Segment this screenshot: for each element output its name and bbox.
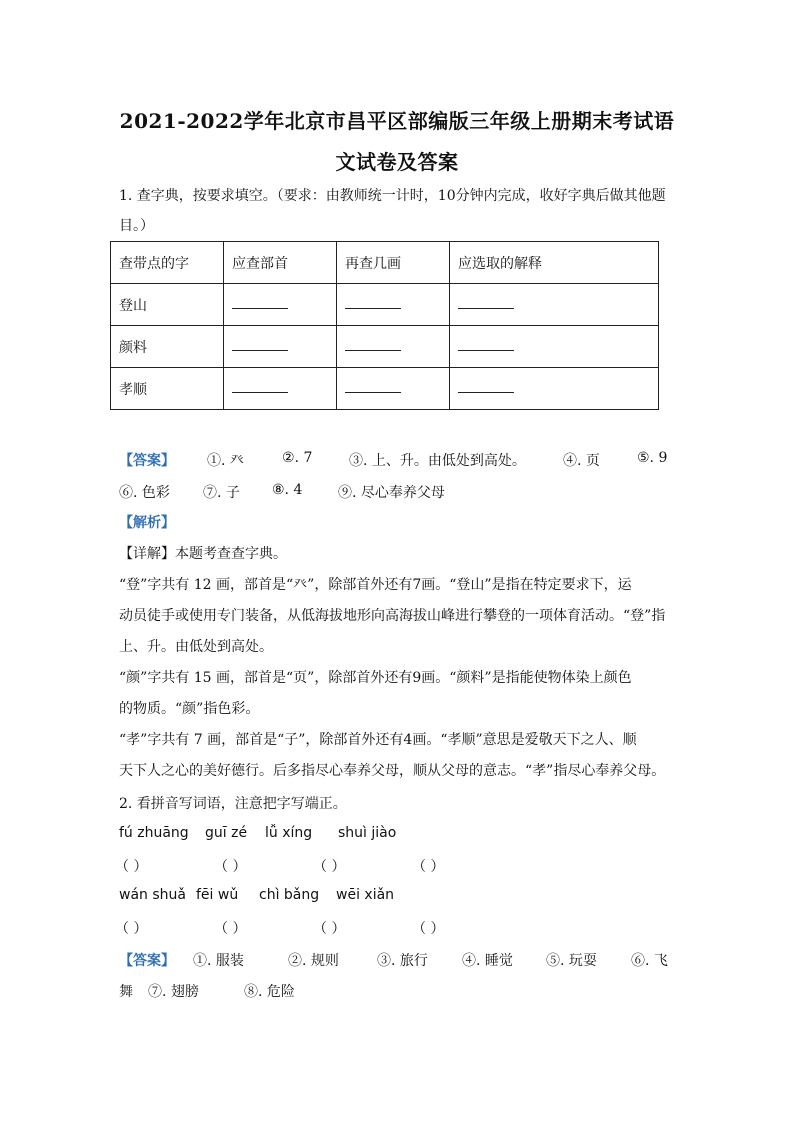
table-header-cell: 应查部首 (224, 242, 337, 284)
analysis-detail: 【详解】本题考查查字典。 (119, 546, 287, 562)
pinyin: lǚ xíng (265, 825, 313, 841)
analysis-paragraph: 天下人之心的美好德行。后多指尽心奉养父母，顺从父母的意志。“孝”指尽心奉养父母。 (119, 763, 666, 779)
answer-blank (345, 338, 401, 351)
dictionary-table (110, 241, 659, 410)
blank-cell (450, 326, 659, 368)
answer-parentheses: （ ） (115, 859, 148, 875)
page-title: 2021-2022学年北京市昌平区部编版三年级上册期末考试语 (119, 109, 675, 133)
answer-parentheses: （ ） (313, 859, 346, 875)
answer-item: ⑧. 4 (272, 482, 303, 498)
answer-blank (345, 380, 401, 393)
question-1-text: 1. 查字典，按要求填空。（要求：由教师统一计时，10分钟内完成，收好字典后做其他题 (119, 188, 666, 204)
blank-cell (224, 326, 337, 368)
analysis-paragraph: “登”字共有 12 画，部首是“癶”，除部首外还有7画。“登山”是指在特定要求下，运 (119, 577, 632, 593)
answer-item: ⑨. 尽心奉养父母 (338, 485, 445, 501)
table-header-cell: 再查几画 (337, 242, 450, 284)
answer-blank (458, 296, 514, 309)
pinyin: wēi xiǎn (336, 887, 395, 903)
answer-tag: 【答案】 (119, 953, 175, 969)
answer-blank (458, 338, 514, 351)
answer-item: ①. 服装 (193, 953, 244, 969)
answer-parentheses: （ ） (412, 921, 445, 937)
answer-item: ②. 规则 (288, 953, 339, 969)
answer-item: 舞 (119, 984, 133, 1000)
page-title-continued: 文试卷及答案 (335, 150, 459, 174)
answer-parentheses: （ ） (412, 859, 445, 875)
answer-parentheses: （ ） (313, 921, 346, 937)
table-cell-word: 登山 (111, 284, 224, 326)
answer-blank (345, 296, 401, 309)
analysis-tag: 【解析】 (119, 515, 175, 531)
table-header-cell: 查带点的字 (111, 242, 224, 284)
answer-tag: 【答案】 (119, 453, 175, 469)
table-cell-word: 颜料 (111, 326, 224, 368)
pinyin: wán shuǎ (119, 887, 186, 903)
pinyin: fú zhuāng (119, 825, 189, 841)
table-row (111, 284, 659, 326)
analysis-paragraph: “颜”字共有 15 画，部首是“页”，除部首外还有9画。“颜料”是指能使物体染上颜色 (119, 670, 632, 686)
blank-cell (337, 326, 450, 368)
answer-blank (232, 338, 288, 351)
blank-cell (450, 368, 659, 410)
analysis-paragraph: “孝”字共有 7 画，部首是“子”，除部首外还有4画。“孝顺”意思是爱敬天下之人、顺 (119, 732, 637, 748)
answer-item: ④. 睡觉 (462, 953, 513, 969)
table-row (111, 326, 659, 368)
answer-item: ③. 上、升。由低处到高处。 (349, 453, 526, 469)
answer-item: ③. 旅行 (377, 953, 428, 969)
answer-item: ⑧. 危险 (244, 984, 295, 1000)
pinyin: fēi wǔ (196, 887, 239, 903)
answer-blank (458, 380, 514, 393)
table-cell-word: 孝顺 (111, 368, 224, 410)
answer-parentheses: （ ） (214, 859, 247, 875)
question-2-text: 2. 看拼音写词语，注意把字写端正。 (119, 796, 347, 812)
analysis-paragraph: 上、升。由低处到高处。 (119, 639, 273, 655)
blank-cell (337, 284, 450, 326)
answer-item: ①. 癶 (207, 453, 244, 469)
answer-blank (232, 296, 288, 309)
answer-item: ⑦. 翅膀 (148, 984, 199, 1000)
answer-item: ④. 页 (563, 453, 600, 469)
blank-cell (337, 368, 450, 410)
answer-item: ⑤. 玩耍 (546, 953, 597, 969)
blank-cell (450, 284, 659, 326)
answer-blank (232, 380, 288, 393)
analysis-paragraph: 的物质。“颜”指色彩。 (119, 701, 260, 717)
table-header-row (111, 242, 659, 284)
answer-parentheses: （ ） (115, 921, 148, 937)
question-1-text-continued: 目。） (119, 218, 154, 234)
pinyin: shuì jiào (338, 825, 397, 841)
answer-item: ②. 7 (282, 450, 313, 466)
answer-parentheses: （ ） (214, 921, 247, 937)
answer-item: ⑤. 9 (637, 450, 668, 466)
pinyin: chì bǎng (259, 887, 320, 903)
answer-item: ⑦. 子 (203, 485, 240, 501)
analysis-paragraph: 动员徒手或使用专门装备，从低海拔地形向高海拔山峰进行攀登的一项体育活动。“登”指 (119, 608, 666, 624)
table-header-cell: 应选取的解释 (450, 242, 659, 284)
table-row (111, 368, 659, 410)
blank-cell (224, 284, 337, 326)
pinyin: guī zé (205, 825, 248, 841)
answer-item: ⑥. 飞 (631, 953, 668, 969)
blank-cell (224, 368, 337, 410)
answer-item: ⑥. 色彩 (119, 485, 170, 501)
